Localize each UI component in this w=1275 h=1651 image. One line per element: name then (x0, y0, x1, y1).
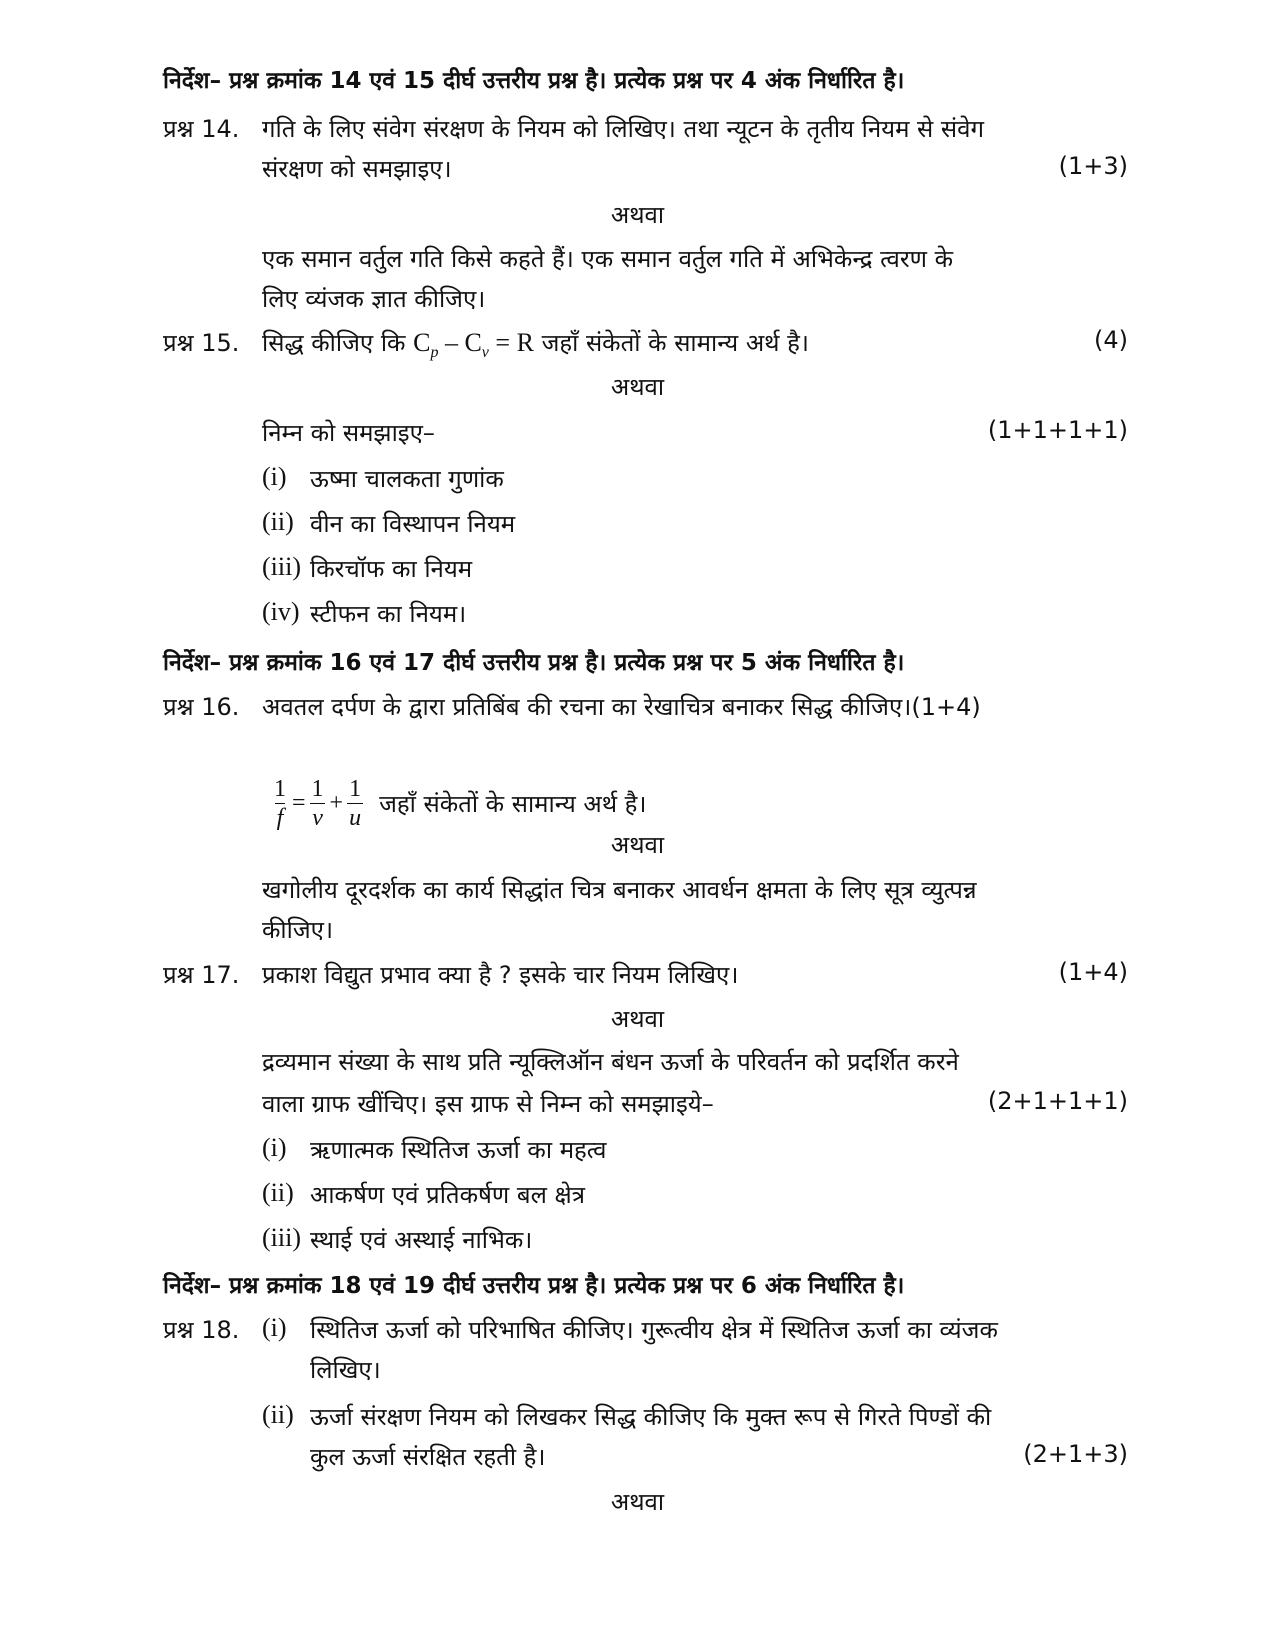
mirror-formula (270, 775, 647, 832)
instruction-16-17: निर्देश– प्रश्न क्रमांक 16 एवं 17 दीर्घ उत्तरीय प्रश्न है। प्रत्येक प्रश्न पर 5 अंक निर्धारित है। (163, 650, 905, 676)
question-14-marks: (1+3) (1058, 152, 1128, 180)
question-16-alt-line2: कीजिए। (262, 916, 334, 944)
fraction-1-over-v: $\frac{1}{v}$ (311, 776, 324, 831)
question-18-marks: (2+1+3) (1023, 1440, 1128, 1468)
list-item-num: (iv) (262, 597, 300, 626)
athva-divider: अथवा (610, 1005, 665, 1033)
list-item-num: (ii) (262, 1178, 294, 1207)
athva-divider: अथवा (610, 1488, 665, 1516)
part-num: (ii) (262, 1400, 294, 1429)
question-17-alt-line2: वाला ग्राफ खींचिए। इस ग्राफ से निम्न को समझाइये– (262, 1090, 714, 1118)
question-14-label: प्रश्न 14. (163, 115, 240, 143)
list-item-text: ऊष्मा चालकता गुणांक (310, 465, 504, 493)
question-17-marks: (1+4) (1058, 958, 1128, 986)
question-14-alt-line1: एक समान वर्तुल गति किसे कहते हैं। एक समान वर्तुल गति में अभिकेन्द्र त्वरण के (262, 245, 954, 273)
fraction-1-over-f: $\frac{1}{f}$ (274, 776, 286, 831)
question-17-line1: प्रकाश विद्युत प्रभाव क्या है ? इसके चार नियम लिखिए। (262, 961, 739, 989)
question-18-label: प्रश्न 18. (163, 1316, 240, 1344)
instruction-18-19: निर्देश– प्रश्न क्रमांक 18 एवं 19 दीर्घ उत्तरीय प्रश्न है। प्रत्येक प्रश्न पर 6 अंक निर्धारित है। (163, 1273, 905, 1299)
list-item-num: (iii) (262, 1223, 301, 1252)
fraction-1-over-u: $\frac{1}{u}$ (349, 776, 362, 831)
instruction-14-15: निर्देश– प्रश्न क्रमांक 14 एवं 15 दीर्घ उत्तरीय प्रश्न है। प्रत्येक प्रश्न पर 4 अंक निर्धारित है। (163, 68, 905, 94)
plus-sign: + (329, 790, 344, 816)
question-18-part2-line2: कुल ऊर्जा संरक्षित रहती है। (310, 1443, 546, 1471)
part-num: (i) (262, 1313, 287, 1342)
question-18-part1-line1: स्थितिज ऊर्जा को परिभाषित कीजिए। गुरूत्वीय क्षेत्र में स्थितिज ऊर्जा का व्यंजक (310, 1316, 998, 1344)
list-item-text: ऋणात्मक स्थितिज ऊर्जा का महत्व (310, 1136, 607, 1164)
question-15-alt-marks: (1+1+1+1) (987, 416, 1128, 444)
athva-divider: अथवा (610, 201, 665, 229)
question-17-label: प्रश्न 17. (163, 961, 240, 989)
list-item-num: (iii) (262, 552, 301, 581)
question-16-line1: अवतल दर्पण के द्वारा प्रतिबिंब की रचना का रेखाचित्र बनाकर सिद्ध कीजिए।(1+4) (262, 693, 981, 721)
question-15-line1 (262, 326, 809, 362)
equals-sign: = (292, 790, 306, 816)
question-17-alt-line1: द्रव्यमान संख्या के साथ प्रति न्यूक्लिऑन बंधन ऊर्जा के परिवर्तन को प्रदर्शित करने (262, 1048, 959, 1076)
list-item-text: किरचॉफ का नियम (310, 555, 473, 583)
question-15-text-pre: सिद्ध कीजिए कि (262, 329, 406, 357)
question-14-line2: संरक्षण को समझाइए। (262, 155, 452, 183)
list-item-num: (i) (262, 462, 287, 491)
list-item-num: (ii) (262, 507, 294, 536)
list-item-text: वीन का विस्थापन नियम (310, 510, 516, 538)
question-14-line1: गति के लिए संवेग संरक्षण के नियम को लिखिए। तथा न्यूटन के तृतीय नियम से संवेग (262, 115, 984, 143)
question-17-alt-marks: (2+1+1+1) (987, 1087, 1128, 1115)
athva-divider: अथवा (610, 373, 665, 401)
formula-text: जहाँ संकेतों के सामान्य अर्थ है। (379, 790, 647, 818)
cp-cv-formula: $C_p - C_v = R$ (413, 328, 534, 362)
question-15-marks: (4) (1094, 326, 1128, 354)
list-item-text: आकर्षण एवं प्रतिकर्षण बल क्षेत्र (310, 1181, 585, 1209)
question-15-text-post: जहाँ संकेतों के सामान्य अर्थ है। (541, 329, 809, 357)
list-item-num: (i) (262, 1133, 287, 1162)
question-15-alt-intro: निम्न को समझाइए– (262, 419, 435, 447)
list-item-text: स्थाई एवं अस्थाई नाभिक। (310, 1226, 533, 1254)
question-16-label: प्रश्न 16. (163, 693, 240, 721)
question-14-alt-line2: लिए व्यंजक ज्ञात कीजिए। (262, 285, 486, 313)
question-16-alt-line1: खगोलीय दूरदर्शक का कार्य सिद्धांत चित्र बनाकर आवर्धन क्षमता के लिए सूत्र व्युत्पन्न (262, 876, 977, 904)
question-18-part2-line1: ऊर्जा संरक्षण नियम को लिखकर सिद्ध कीजिए कि मुक्त रूप से गिरते पिण्डों की (310, 1403, 992, 1431)
athva-divider: अथवा (610, 831, 665, 859)
question-18-part1-line2: लिखिए। (310, 1356, 381, 1384)
question-15-label: प्रश्न 15. (163, 329, 240, 357)
list-item-text: स्टीफन का नियम। (310, 600, 467, 628)
